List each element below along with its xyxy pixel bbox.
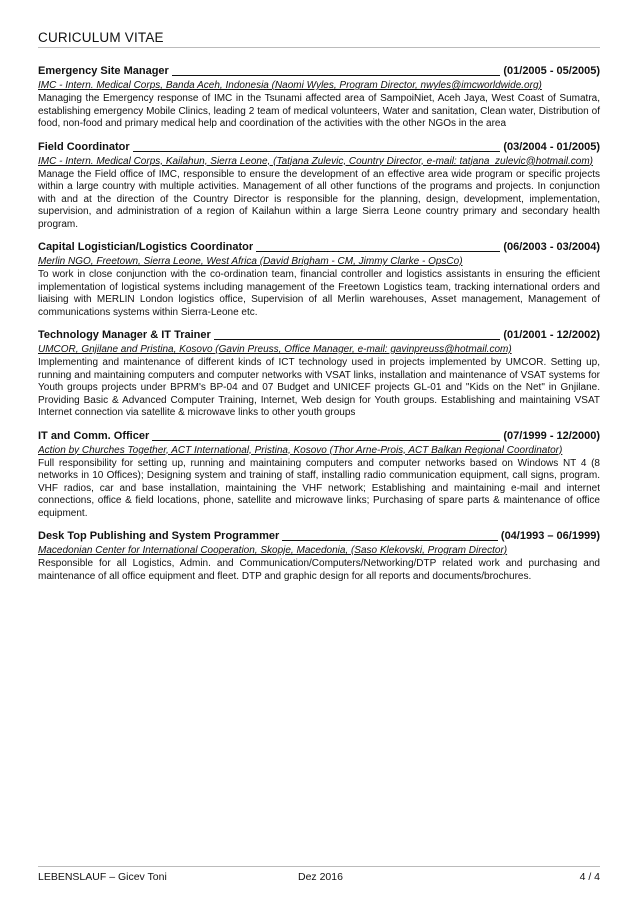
job-entry [38, 65, 600, 131]
job-heading [38, 430, 600, 443]
job-organization: Merlin NGO, Freetown, Sierra Leone, West Africa (David Brigham - CM, Jimmy Clarke - OpsCo) [38, 256, 463, 267]
job-title: Field Coordinator [38, 140, 130, 153]
job-title: Capital Logistician/Logistics Coordinator [38, 241, 254, 253]
job-entry [38, 329, 600, 420]
job-list [38, 65, 600, 593]
job-date: (06/2003 - 03/2004) [503, 241, 600, 253]
page-header-title: CURICULUM VITAE [38, 30, 164, 45]
job-description: To work in close conjunction with the co-ordination team, financial controller and logistics assistants in ensuring the efficient implementation of logistical systems including management of the Freetown Logistics team, tracking international orders and liaising with MERLIN London logistics office, Supervision of all Merlin warehouses, Asset management, Management of communications systems within Sierra-Leone etc. [38, 269, 600, 318]
job-organization: IMC - Intern. Medical Corps, Kailahun, Sierra Leone, (Tatjana Zulevic, Country Director, e-mail: tatjana_zulevic@hotmail.com) [38, 155, 594, 167]
job-organization: IMC - Intern. Medical Corps, Banda Aceh, Indonesia (Naomi Wyles, Program Director, nwyles@imcworldwide.org) [38, 80, 542, 91]
job-description: Managing the Emergency response of IMC in the Tsunami affected area of SampoiNiet, Aceh Jaya, West Coast of Sumatra, establishing emergency Mobile Clinics, leading 2 team of medical volunteers, Water and sanitation, Clean water, Distribution of food, non-food and primary medical help and coordination of the activities with the other NGOs in the area [38, 93, 600, 129]
job-date: (07/1999 - 12/2000) [503, 429, 600, 442]
job-date: (04/1993 – 06/1999) [500, 530, 600, 542]
footer-document-name: LEBENSLAUF – Gicev Toni [38, 871, 167, 883]
job-date: (01/2005 - 05/2005) [503, 65, 600, 77]
job-organization: UMCOR, Gnjilane and Pristina, Kosovo (Gavin Preuss, Office Manager, e-mail: gavinpreuss@hotmail.com) [38, 344, 512, 355]
job-heading [38, 241, 600, 254]
job-entry [38, 241, 600, 319]
job-description: Implementing and maintenance of different kinds of ICT technology used in projects implemented by UMCOR. Setting up, running and maintaining computers and computer networks with VSAT links, installation and maintenance of VSAT systems for Youth groups projects under BPRM's BP-04 and 07 Budget and UNICEF projects GL-01 and "Kids on the Net" in Gnjilane. Providing Basic & Advanced Computer Training, Internet, Web design for Youth groups. Establishing and maintaining VSAT Internet connection via satellite & microwave links to other youth groups [38, 357, 600, 418]
job-heading [38, 65, 600, 78]
job-title: Technology Manager & IT Trainer [38, 329, 211, 341]
job-date: (03/2004 - 01/2005) [503, 140, 600, 153]
job-title: Desk Top Publishing and System Programmer [38, 530, 280, 542]
job-title: Emergency Site Manager [38, 65, 169, 77]
job-description: Full responsibility for setting up, running and maintaining computers and computer networks based on Windows NT 4 (8 networks in 10 Offices); Designing system and training of staff, installing radio communication equipment, call signs, program. VHF radios, car and base installation, maintaining the VHF network; Establishing and maintaining e-mail and internet connections, office & field locations, phone, satellite and microwave links; Purchasing of spare parts & maintenance of office equipment. [38, 457, 600, 519]
job-date: (01/2001 - 12/2002) [503, 329, 600, 341]
job-heading [38, 530, 600, 543]
footer-date: Dez 2016 [298, 871, 343, 883]
job-heading [38, 329, 600, 342]
job-heading-rule [172, 75, 501, 76]
header-divider [38, 47, 600, 48]
footer-page-number: 4 / 4 [579, 871, 600, 883]
job-entry [38, 141, 600, 232]
job-description: Manage the Field office of IMC, responsible to ensure the development of an effective area wide program or specific projects within a large country with multiple activities. Management of all other functions of the programs and projects. In conjunction with and at the direction of the Country Director is responsible for the planning, design, development, implementation, supervision, and administration of a region of Kailahun within a large Sierra Leone country primary and secondary health program. [38, 168, 600, 230]
job-entry [38, 430, 600, 521]
page-footer [38, 871, 600, 883]
job-organization: Action by Churches Together, ACT International, Pristina, Kosovo (Thor Arne-Prois, ACT Balkan Regional Coordinator) [38, 444, 563, 456]
footer-divider [38, 866, 600, 867]
job-heading-rule [133, 151, 501, 152]
job-heading-rule [214, 339, 501, 340]
job-entry [38, 530, 600, 583]
job-title: IT and Comm. Officer [38, 429, 150, 442]
job-description: Responsible for all Logistics, Admin. and Communication/Computers/Networking/DTP related work and purchasing and maintenance of all office equipment and fleet. DTP and graphic design for all reports and documents/brochures. [38, 558, 600, 582]
job-heading [38, 141, 600, 154]
job-heading-rule [256, 251, 500, 252]
job-heading-rule [152, 440, 500, 441]
job-heading-rule [282, 540, 498, 541]
job-organization: Macedonian Center for International Cooperation, Skopje, Macedonia, (Saso Klekovski, Program Director) [38, 545, 508, 556]
